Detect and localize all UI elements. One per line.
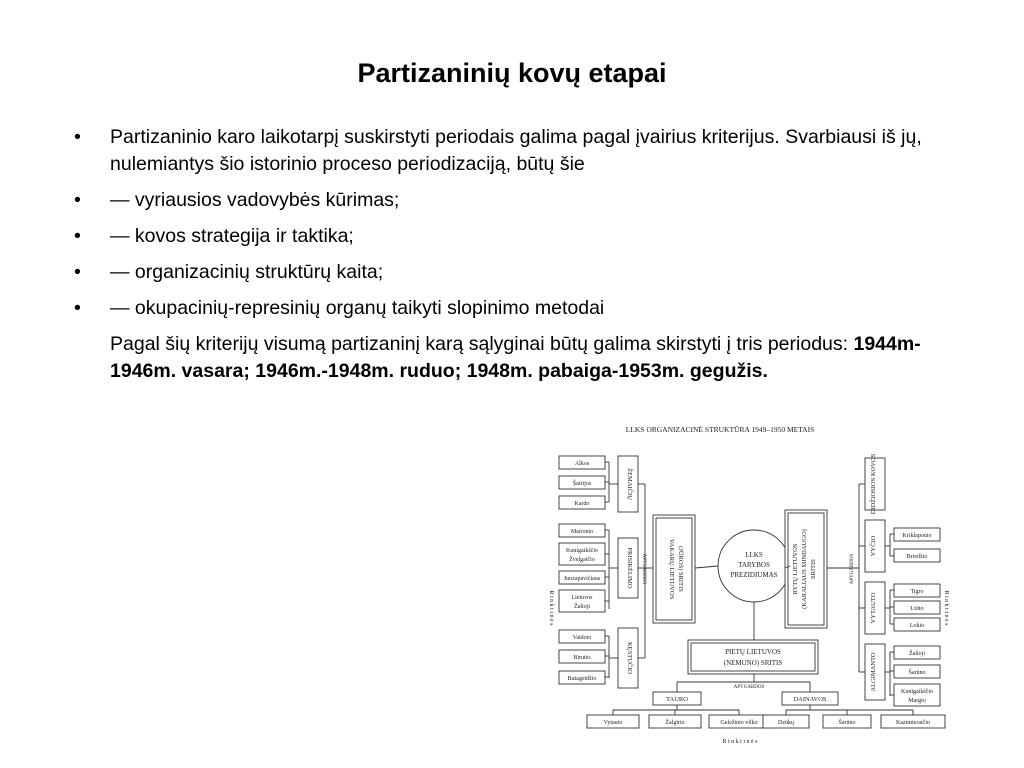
rinktines-label: R i n k t i n ė s — [548, 590, 554, 626]
unit-label: Butageidžio — [567, 676, 597, 682]
unit-label: Tigro — [910, 589, 924, 595]
bullet-text: — okupacinių-represinių organų taikyti slopinimo metodai — [110, 297, 605, 319]
unit-label: Kriklaponio — [902, 533, 932, 539]
district-label: DAINAVOS — [793, 696, 827, 703]
west-region-label: (JŪROS) SRITIS — [677, 546, 684, 592]
apygardos-label: APYGARDOS — [641, 553, 646, 585]
bullet-item — [70, 259, 960, 286]
unit-label: Žalioji — [909, 651, 925, 657]
unit-label: Kunigaikščio — [566, 548, 598, 554]
apygardos-label: APYGARDOS — [733, 685, 765, 690]
district-label: VYTAUTO — [870, 592, 877, 624]
district-label: TAURO — [666, 696, 688, 703]
unit-label: Šatrijos — [572, 481, 592, 487]
unit-label: Žalgirio — [665, 720, 685, 726]
bullet-item — [70, 295, 960, 322]
district-label: KĘSTUČIO — [626, 641, 633, 675]
bullet-dot: • — [74, 261, 81, 283]
unit-label: Juozapavičiaus — [563, 576, 601, 582]
periods-bold: 1944m-1946m. vasara; 1946m.-1948m. ruduo; 1948m. pabaiga-1953m. gegužis. — [110, 333, 921, 382]
bullet-dot: • — [74, 297, 81, 319]
bullet-text: — organizacinių struktūrų kaita; — [110, 261, 384, 283]
unit-label: Margio — [908, 698, 926, 704]
district-label: VYČIO — [870, 535, 877, 557]
periods-text: Pagal šių kriterijų visumą partizaninį karą sąlyginai būtų galima skirstyti į tris periodus: — [110, 333, 854, 355]
unit-label: Kardo — [574, 501, 590, 507]
unit-label: Briedžio — [906, 554, 928, 560]
bullet-dot: • — [74, 225, 81, 247]
bullet-list — [70, 124, 960, 385]
organization-diagram — [545, 418, 960, 750]
unit-label: Šarūno — [908, 670, 926, 676]
south-region-label: PIETŲ LIETUVOS — [725, 648, 781, 656]
unit-label: Lietuvos — [571, 595, 593, 601]
unit-label: Vytauto — [603, 720, 623, 726]
west-region-label: VAKARŲ LIETUVOS — [668, 538, 675, 600]
bullet-text: Partizaninio karo laikotarpį suskirstyti periodais galima pagal įvairius kriterijus. Svarbiausi iš jų, nulemiantys šio istorinio proceso periodizaciją, būtų šie — [110, 126, 922, 175]
district-label: PRISIKĖLIMO — [626, 547, 633, 589]
unit-label: Lokio — [909, 623, 925, 629]
bullet-item — [70, 187, 960, 214]
center-label: PREZIDIUMAS — [730, 571, 778, 579]
unit-label: Geležinio vilko — [720, 720, 758, 726]
rinktines-label: R i n k t i n ė s — [722, 739, 758, 745]
unit-label: Kunigaikščio — [901, 689, 933, 695]
slide-title: Partizaninių kovų etapai — [357, 58, 667, 88]
bullet-dot: • — [74, 126, 81, 148]
east-region-label: RYTŲ LIETUVOS — [792, 543, 799, 595]
unit-label: Vaidoto — [572, 635, 592, 641]
unit-label: Birutės — [573, 655, 591, 661]
bullet-item — [70, 223, 960, 250]
bullet-text: — vyriausios vadovybės kūrimas; — [110, 189, 400, 211]
center-label: LLKS — [745, 551, 763, 559]
unit-label: Žvelgaičio — [569, 557, 595, 563]
bullet-item — [70, 124, 960, 178]
unit-label: Kazimieraičio — [896, 720, 930, 726]
center-label: TARYBOS — [738, 561, 770, 569]
bullet-text: — kovos strategija ir taktika; — [110, 225, 354, 247]
unit-label: Alkos — [574, 461, 590, 467]
connector-line — [695, 566, 718, 568]
south-region-label: (NEMUNO) SRITIS — [723, 659, 783, 667]
east-region-label: (KARALIAUS MINDAUGO) — [801, 529, 808, 609]
rinktines-label: R i n k t i n ė s — [943, 590, 949, 626]
unit-label: Maironio — [570, 529, 594, 535]
diagram-title: LLKS ORGANIZACINĖ STRUKTŪRA 1949–1950 METAIS — [625, 425, 815, 434]
unit-label: Šarūno — [838, 720, 856, 726]
unit-label: Liūto — [910, 606, 924, 612]
apygardos-label: APYGARDOS — [850, 553, 855, 585]
district-label: ALGIMANTO — [870, 652, 877, 692]
bullet-dot: • — [74, 189, 81, 211]
east-region-label: SRITIS — [810, 559, 817, 579]
district-label: DIDŽIOSIOS KOVOS — [870, 453, 877, 515]
periods-paragraph — [70, 331, 960, 385]
district-label: ŽEMAIČIŲ — [626, 468, 633, 500]
unit-label: Žalioji — [574, 604, 590, 610]
unit-label: Dzūkų — [778, 720, 794, 726]
